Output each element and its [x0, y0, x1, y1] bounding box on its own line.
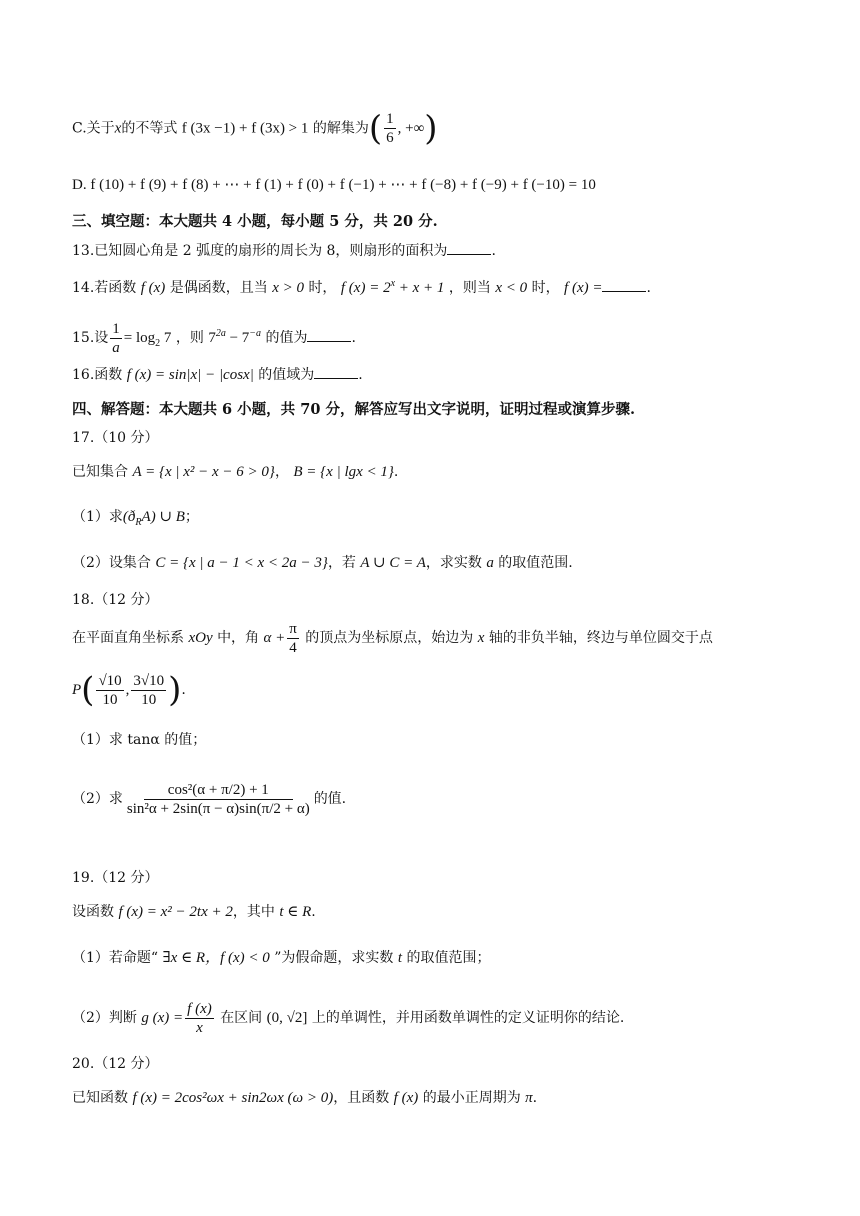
q15-suffix: 的值为 [265, 330, 308, 346]
q18-p2-end: 的值. [313, 791, 347, 807]
option-c-frac-den: 6 [386, 130, 394, 146]
q18-py-num: 3√10 [133, 672, 165, 689]
q17-p1-complement: (ð [122, 509, 136, 525]
q19-p2-interval: (0, √2] [266, 1010, 308, 1026]
q17-set-b: B = {x | lgx < 1} [293, 464, 394, 480]
section4-heading-text: 四、解答题：本大题共 6 小题，共 70 分，解答应写出文字说明，证明过程或演算步骤. [72, 401, 636, 418]
question-16 [72, 364, 820, 385]
q18-label-text: 18.（12 分） [72, 592, 159, 608]
q18-p2-fraction [125, 781, 312, 818]
q17-p1-expr [122, 509, 185, 528]
q17-p2-set: C = {x | a − 1 < x < 2a − 3} [155, 555, 328, 571]
q14-answer-blank [602, 277, 646, 292]
q15-minus: − 7 [225, 330, 250, 346]
question-14 [72, 274, 820, 298]
option-c-mid2: 的解集为 [312, 120, 369, 137]
q19-p2-end: 上的单调性，并用函数单调性的定义证明你的结论. [311, 1010, 625, 1026]
q19-func: f (x) = x² − 2tx + 2 [118, 904, 233, 920]
q15-base1: 7 [208, 330, 216, 346]
q17-stem [72, 462, 820, 482]
q15-exp1: 2a [215, 328, 226, 339]
q19-p1-var: t [397, 950, 403, 966]
q19-cond: t ∈ R [279, 904, 312, 920]
q19-p2-mid: 在区间 [220, 1010, 263, 1026]
q19-p2-num: f (x) [187, 1000, 212, 1017]
q18-alpha-plus: α + [263, 630, 286, 646]
q18-stem [72, 618, 820, 658]
q17-part2 [72, 553, 820, 573]
q18-point-comma: , [125, 682, 130, 698]
option-c-open-paren: ( [368, 108, 383, 149]
q20-stem [72, 1088, 820, 1108]
q19-stem [72, 902, 820, 922]
q17-p1-prefix: （1）求 [72, 509, 123, 525]
q15-log-eq: = log [123, 330, 156, 346]
q19-p2-prefix: （2）判断 [72, 1010, 137, 1026]
q17-set-a: A = {x | x² − x − 6 > 0} [132, 464, 275, 480]
q15-answer-blank [307, 327, 351, 342]
option-c-close-paren: ) [424, 108, 438, 149]
q16-expr: f (x) = sin|x| − |cosx| [126, 367, 254, 383]
q19-p1-suffix: ”为假命题，求实数 [274, 950, 394, 966]
q15-log-arg: 7 [163, 330, 172, 346]
option-d-text: D. f (10) + f (9) + f (8) + ⋯ + f (1) + f (0) + f (−1) + ⋯ + f (−8) + f (−9) + f (−10) = 10 [72, 177, 596, 193]
q18-stem-prefix: 在平面直角坐标系 [72, 630, 184, 646]
q18-py [131, 672, 166, 709]
q18-xvar: x [477, 630, 485, 646]
q16-prefix: 16.函数 [72, 367, 123, 383]
option-d [72, 175, 820, 195]
q14-part3: 时， [308, 280, 337, 296]
q15-frac-den: a [112, 339, 120, 356]
q18-p1-text: （1）求 tanα 的值； [72, 732, 207, 748]
q18-py-den: 10 [141, 691, 157, 708]
q19-label [72, 868, 820, 888]
q20-func: f (x) = 2cos²ωx + sin2ωx (ω > 0) [132, 1090, 334, 1106]
q14-part5: 时， [531, 280, 560, 296]
q19-stem-mid: ，其中 [232, 904, 275, 920]
q18-point-close: ) [168, 670, 182, 710]
q19-stem-prefix: 设函数 [72, 904, 114, 920]
q15-end: . [351, 330, 356, 346]
q15-prefix: 15.设 [72, 330, 109, 346]
q18-point-end: . [181, 682, 186, 698]
q19-stem-end: . [311, 904, 316, 920]
q15-log-base: 2 [155, 338, 161, 349]
q13-answer-blank [447, 240, 491, 255]
option-c-fraction [384, 110, 396, 147]
q17-p2-cond: A ∪ C = A [360, 555, 426, 571]
q14-part2: 是偶函数，且当 [169, 280, 268, 296]
q17-p2-end: 的取值范围. [498, 555, 573, 571]
q20-stem-suffix: 的最小正周期为 [422, 1090, 521, 1106]
q14-cond1: x > 0 [272, 280, 304, 296]
q18-px-den: 10 [102, 691, 118, 708]
q18-four: 4 [289, 639, 297, 656]
q20-stem-mid: ，且函数 [333, 1090, 390, 1106]
option-c [72, 110, 820, 147]
option-c-prefix: C.关于 [72, 120, 115, 137]
q18-point [72, 668, 820, 712]
q18-px [96, 672, 123, 709]
section4-heading [72, 400, 820, 420]
q14-def [341, 280, 445, 296]
section3-heading [72, 212, 820, 232]
question-15 [72, 314, 820, 364]
q17-end: . [393, 464, 399, 480]
q14-def-base: f (x) = 2 [340, 280, 391, 296]
q14-part1: 14.若函数 [72, 280, 137, 296]
q14-part4: ，则当 [448, 280, 491, 296]
option-c-var: x [114, 120, 122, 137]
q15-expr [208, 330, 261, 346]
q18-part2 [72, 776, 820, 822]
q17-p1-end: ； [184, 509, 199, 525]
q17-part1 [72, 507, 820, 533]
q19-label-text: 19.（12 分） [72, 870, 159, 886]
q19-p2-fraction [185, 1000, 214, 1037]
q13-text: 13.已知圆心角是 2 弧度的扇形的周长为 8，则扇形的面积为 [72, 243, 448, 259]
q17-p2-suffix: ，求实数 [425, 555, 482, 571]
q17-label [72, 428, 820, 448]
q18-stem-mid2: 的顶点为坐标原点，始边为 [305, 630, 474, 646]
q18-p2-prefix: （2）求 [72, 791, 123, 807]
q15-exp2: −a [249, 328, 262, 339]
q18-p2-den: sin²α + 2sin(π − α)sin(π/2 + α) [126, 800, 310, 817]
q17-p2-mid: ，若 [327, 555, 356, 571]
q14-end: . [646, 280, 651, 296]
q16-answer-blank [314, 364, 358, 379]
q17-p1-sub: R [135, 517, 142, 528]
q15-frac-num: 1 [112, 320, 120, 337]
q18-p2-num: cos²(α + π/2) + 1 [144, 781, 293, 800]
q15-mid: ，则 [175, 330, 204, 346]
option-c-interval-tail: , +∞ [397, 120, 425, 137]
q18-point-open: ( [81, 670, 95, 710]
q16-suffix: 的值域为 [258, 367, 315, 383]
q18-part1 [72, 730, 820, 750]
q20-pi: π [525, 1090, 533, 1106]
q14-fx2: f (x) = [564, 280, 603, 296]
q19-part2 [72, 996, 820, 1040]
q20-label-text: 20.（12 分） [72, 1056, 159, 1072]
q15-fraction [110, 320, 122, 357]
q16-end: . [358, 367, 363, 383]
q18-px-num: √10 [98, 672, 122, 689]
q14-def-exp: x [390, 278, 396, 289]
q17-label-text: 17.（10 分） [72, 430, 159, 446]
q20-label [72, 1054, 820, 1074]
option-c-mid1: 的不等式 [121, 120, 178, 137]
q19-p2-den: x [196, 1019, 203, 1036]
q17-comma: ， [274, 464, 289, 480]
q19-p2-g: g (x) = [141, 1010, 184, 1026]
q18-label [72, 590, 820, 610]
q18-xoy: xOy [188, 630, 213, 646]
q14-cond2: x < 0 [495, 280, 528, 296]
q20-fx: f (x) [393, 1090, 419, 1106]
q19-p1-prop: ∃x ∈ R，f (x) < 0 [162, 950, 270, 966]
question-13 [72, 240, 820, 261]
q18-point-label: P [72, 682, 82, 698]
q18-pi-over-4 [287, 620, 299, 657]
option-c-inequality: f (3x −1) + f (3x) > 1 [181, 120, 309, 137]
q14-def-tail: + x + 1 [395, 280, 445, 296]
q17-p1-tail: A) ∪ B [141, 509, 185, 525]
q18-pi: π [289, 620, 297, 637]
section3-heading-text: 三、填空题：本大题共 4 小题，每小题 5 分，共 20 分. [72, 213, 438, 230]
q20-end: . [532, 1090, 538, 1106]
q17-stem-prefix: 已知集合 [72, 464, 128, 480]
q20-stem-prefix: 已知函数 [72, 1090, 128, 1106]
q15-log [123, 330, 172, 349]
q14-fx1: f (x) [140, 280, 166, 296]
q13-end: . [491, 243, 496, 259]
q18-stem-tail: 轴的非负半轴，终边与单位圆交于点 [488, 630, 713, 646]
q19-p1-prefix: （1）若命题“ [72, 950, 159, 966]
q18-stem-mid1: 中，角 [217, 630, 260, 646]
option-c-frac-num: 1 [386, 111, 394, 127]
q19-part1 [72, 948, 820, 968]
q19-p1-end: 的取值范围； [406, 950, 491, 966]
q17-p2-prefix: （2）设集合 [72, 555, 151, 571]
q17-p2-var: a [486, 555, 494, 571]
